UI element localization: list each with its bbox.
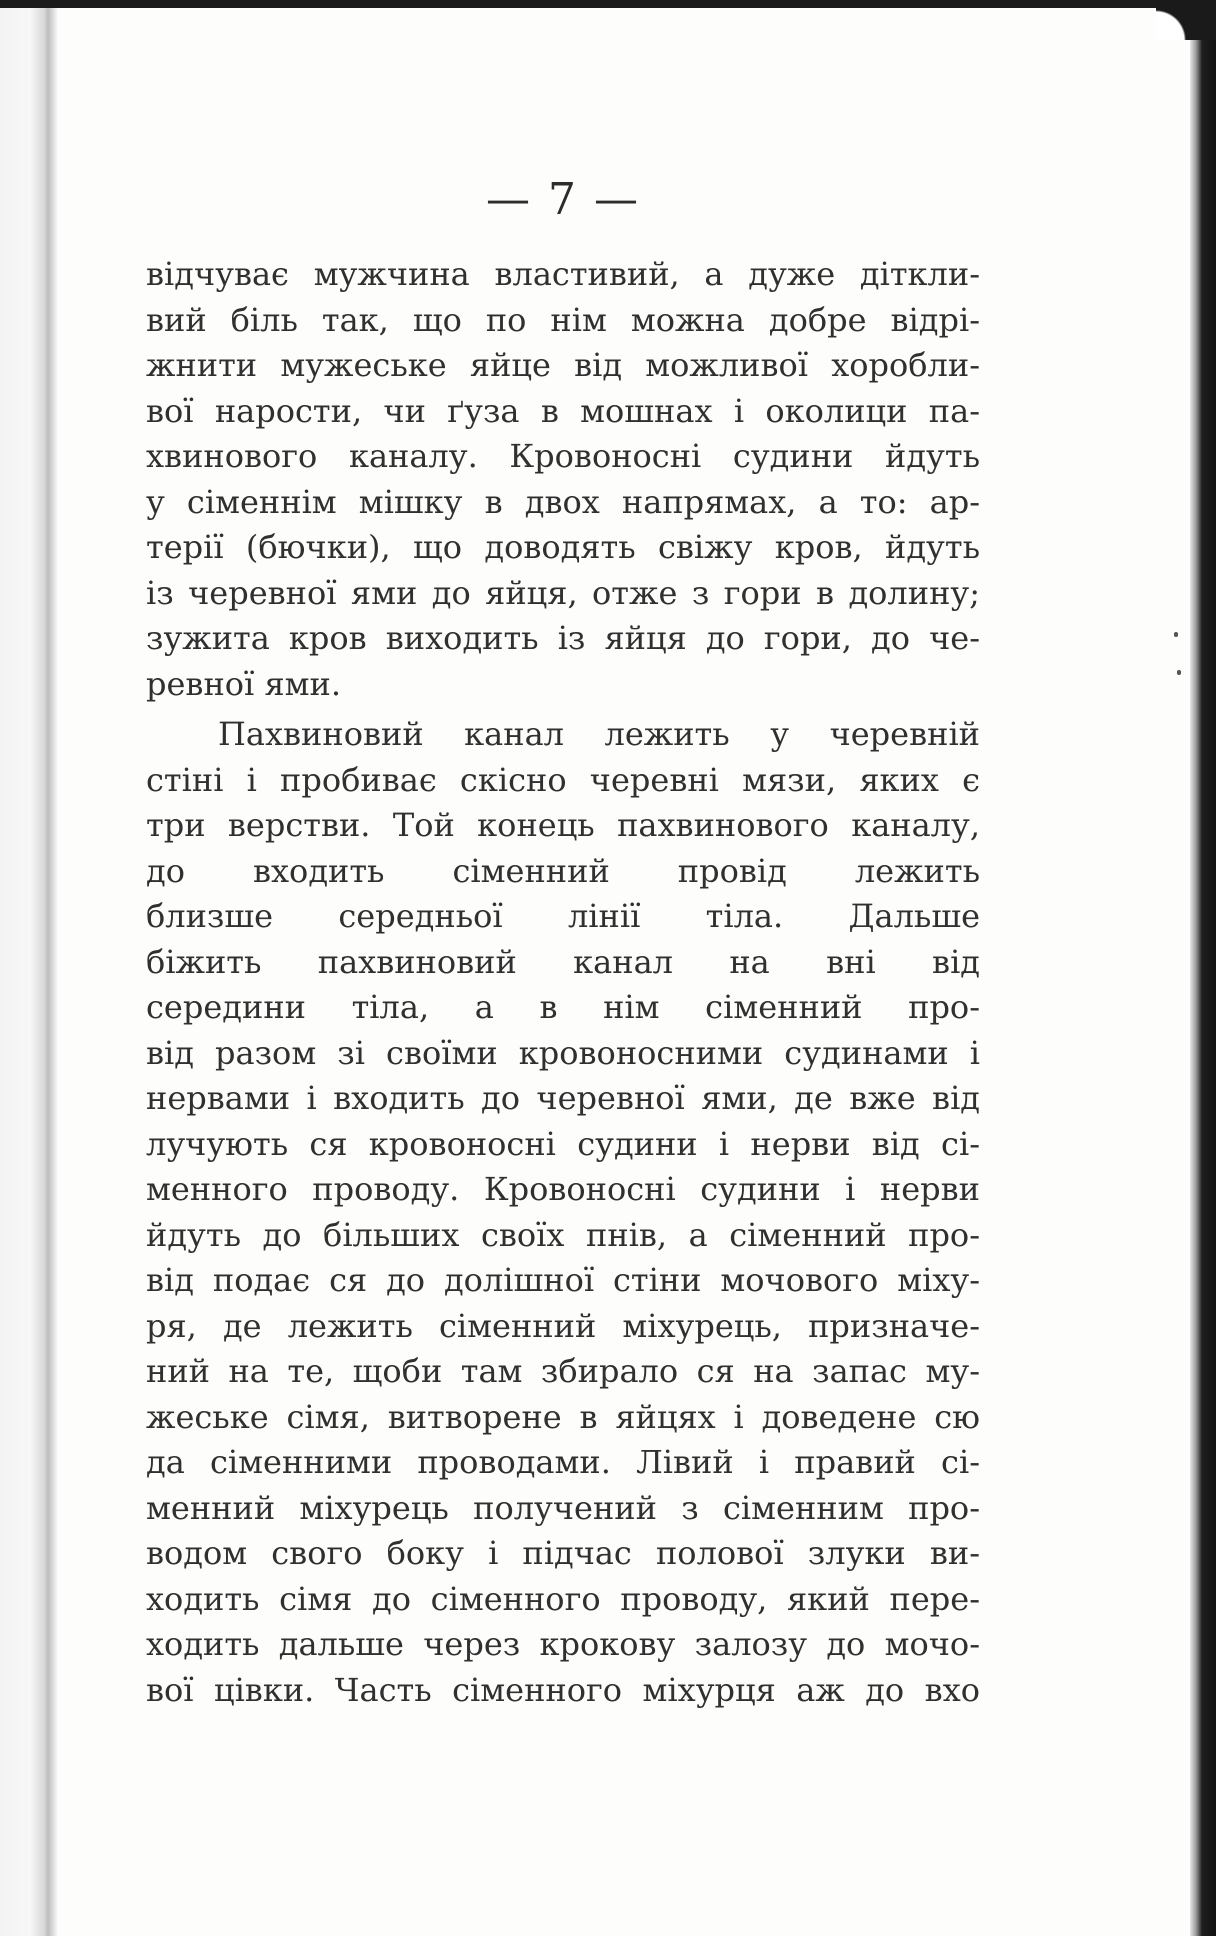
page-number: — 7 —: [486, 174, 640, 225]
text-line: вий біль так, що по нім можна добре відрі-: [146, 300, 980, 339]
text-line: менний міхурець получений з сіменним про-: [146, 1488, 980, 1527]
text-line: біжить пахвиновий канал на вні від: [146, 942, 980, 981]
text-line: три верстви. Той конець пахвинового каналу,: [146, 806, 980, 844]
text-line: близше середньої лінії тіла. Дальше: [146, 897, 980, 935]
text-line: середини тіла, а в нім сіменний про-: [146, 988, 980, 1026]
text-line: від подає ся до долішної стіни мочового міху-: [146, 1261, 980, 1299]
text-line: вої цівки. Часть сіменного міхурця аж до вхо: [146, 1670, 980, 1709]
text-line: ходить сімя до сіменного проводу, який пере-: [146, 1579, 980, 1618]
text-line: у сіменнім мішку в двох напрямах, а то: ар-: [146, 482, 980, 521]
text-line: жнити мужеське яйце від можливої хоробли-: [146, 346, 980, 384]
scan-specks: [1172, 630, 1188, 690]
text-line: лучують ся кровоносні судини і нерви від сі-: [146, 1124, 980, 1163]
page-top-edge-border: [0, 0, 1216, 8]
text-line: хвинового каналу. Кровоносні судини йдуть: [146, 437, 980, 475]
page-left-edge-shadow: [0, 0, 58, 1936]
page-corner-curl: [1156, 0, 1216, 40]
text-line: водом свого боку і підчас полової злуки ви-: [146, 1534, 980, 1572]
book-page: [146, 160, 980, 1720]
text-line: вої нарости, чи ґуза в мошнах і околици па-: [146, 391, 980, 430]
text-line: від разом зі своїми кровоносними судинами і: [146, 1033, 980, 1072]
paragraph-1: [146, 252, 980, 707]
page-right-edge-border: [1190, 0, 1216, 1936]
text-line: нервами і входить до черевної ями, де вже від: [146, 1079, 980, 1117]
text-line: до входить сіменний провід лежить: [146, 851, 980, 890]
text-line: ря, де лежить сіменний міхурець, призначе-: [146, 1306, 980, 1345]
text-line: із черевної ями до яйця, отже з гори в долину;: [146, 573, 980, 612]
text-line: ний на те, щоби там збирало ся на запас му-: [146, 1352, 980, 1390]
paragraph-2: [146, 712, 980, 1713]
text-line: терії (бючки), що доводять свіжу кров, йдуть: [146, 528, 980, 566]
text-line: Пахвиновий канал лежить у черевній: [218, 715, 980, 753]
text-line: стіні і пробиває скісно черевні мязи, яких є: [146, 760, 980, 799]
text-line: йдуть до більших своїх пнів, а сіменний про-: [146, 1215, 980, 1254]
text-line: відчуває мужчина властивий, а дуже діткли-: [146, 255, 980, 293]
text-line: ревної ями.: [146, 664, 342, 703]
text-line: зужита кров виходить із яйця до гори, до че-: [146, 619, 980, 657]
text-line: жеське сімя, витворене в яйцях і доведене сю: [146, 1397, 980, 1436]
text-line: ходить дальше через крокову залозу до мочо-: [146, 1625, 980, 1663]
text-line: менного проводу. Кровоносні судини і нерви: [146, 1170, 980, 1208]
text-line: да сіменними проводами. Лівий і правий сі-: [146, 1443, 980, 1481]
